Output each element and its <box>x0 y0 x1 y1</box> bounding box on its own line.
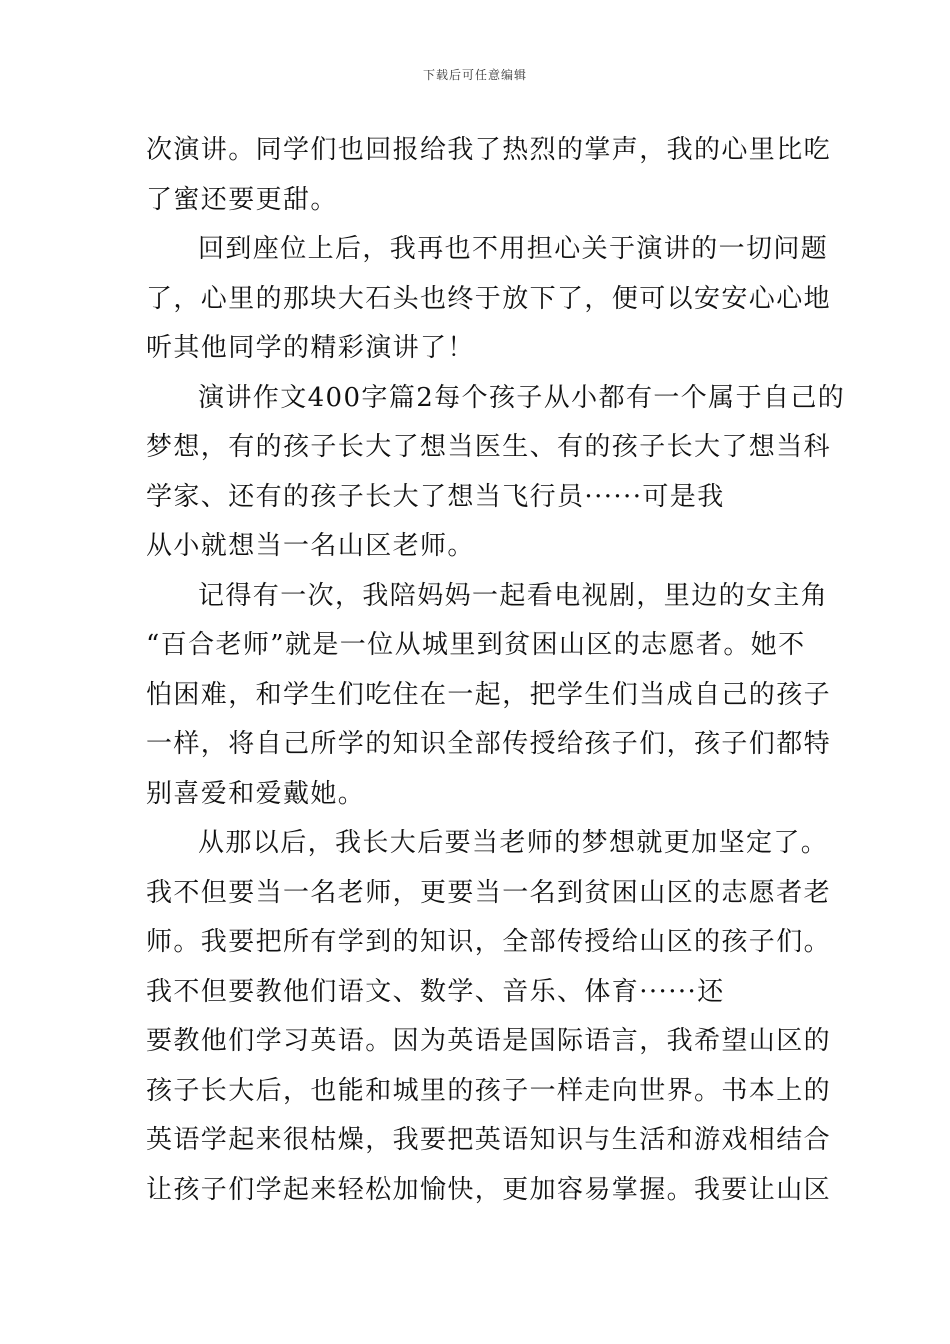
document-body <box>146 126 846 1215</box>
text-line: 回到座位上后，我再也不用担心关于演讲的一切问题 <box>198 234 829 264</box>
text-line: 从那以后，我长大后要当老师的梦想就更加坚定了。 <box>198 828 829 858</box>
text-line: “百合老师”就是一位从城里到贫困山区的志愿者。她不 <box>146 630 806 660</box>
text-line: 记得有一次，我陪妈妈一起看电视剧，里边的女主角 <box>198 580 829 611</box>
text-line: 了蜜还要更甜。 <box>146 184 338 215</box>
text-line: 别喜爱和爱戴她。 <box>146 778 366 809</box>
text-line: 让孩子们学起来轻松加愉快，更加容易掌握。我要让山区 <box>146 1174 832 1205</box>
text-line: 师。我要把所有学到的知识，全部传授给山区的孩子们。 <box>146 927 832 957</box>
text-line: 梦想，有的孩子长大了想当医生、有的孩子长大了想当科 <box>146 432 832 462</box>
text-line: 演讲作文400字篇2每个孩子从小都有一个属于自己的 <box>198 382 846 413</box>
page-header: 下载后可任意编辑 <box>422 68 527 82</box>
text-line: 了，心里的那块大石头也终于放下了，便可以安安心心地 <box>146 283 832 314</box>
text-line: 怕困难，和学生们吃住在一起，把学生们当成自己的孩子 <box>146 679 832 710</box>
text-line: 学家、还有的孩子长大了想当飞行员······可是我 <box>146 481 725 512</box>
text-line: 我不但要当一名老师，更要当一名到贫困山区的志愿者老 <box>146 877 832 908</box>
text-line: 次演讲。同学们也回报给我了热烈的掌声，我的心里比吃 <box>146 135 832 165</box>
text-line: 要教他们学习英语。因为英语是国际语言，我希望山区的 <box>146 1026 832 1056</box>
text-line: 英语学起来很枯燥，我要把英语知识与生活和游戏相结合 <box>146 1125 832 1155</box>
text-line: 一样，将自己所学的知识全部传授给孩子们，孩子们都特 <box>146 729 832 759</box>
text-line: 我不但要教他们语文、数学、音乐、体育······还 <box>146 976 725 1007</box>
text-line: 从小就想当一名山区老师。 <box>146 531 475 561</box>
text-line: 孩子长大后，也能和城里的孩子一样走向世界。书本上的 <box>146 1075 832 1106</box>
text-line: 听其他同学的精彩演讲了！ <box>146 333 475 363</box>
